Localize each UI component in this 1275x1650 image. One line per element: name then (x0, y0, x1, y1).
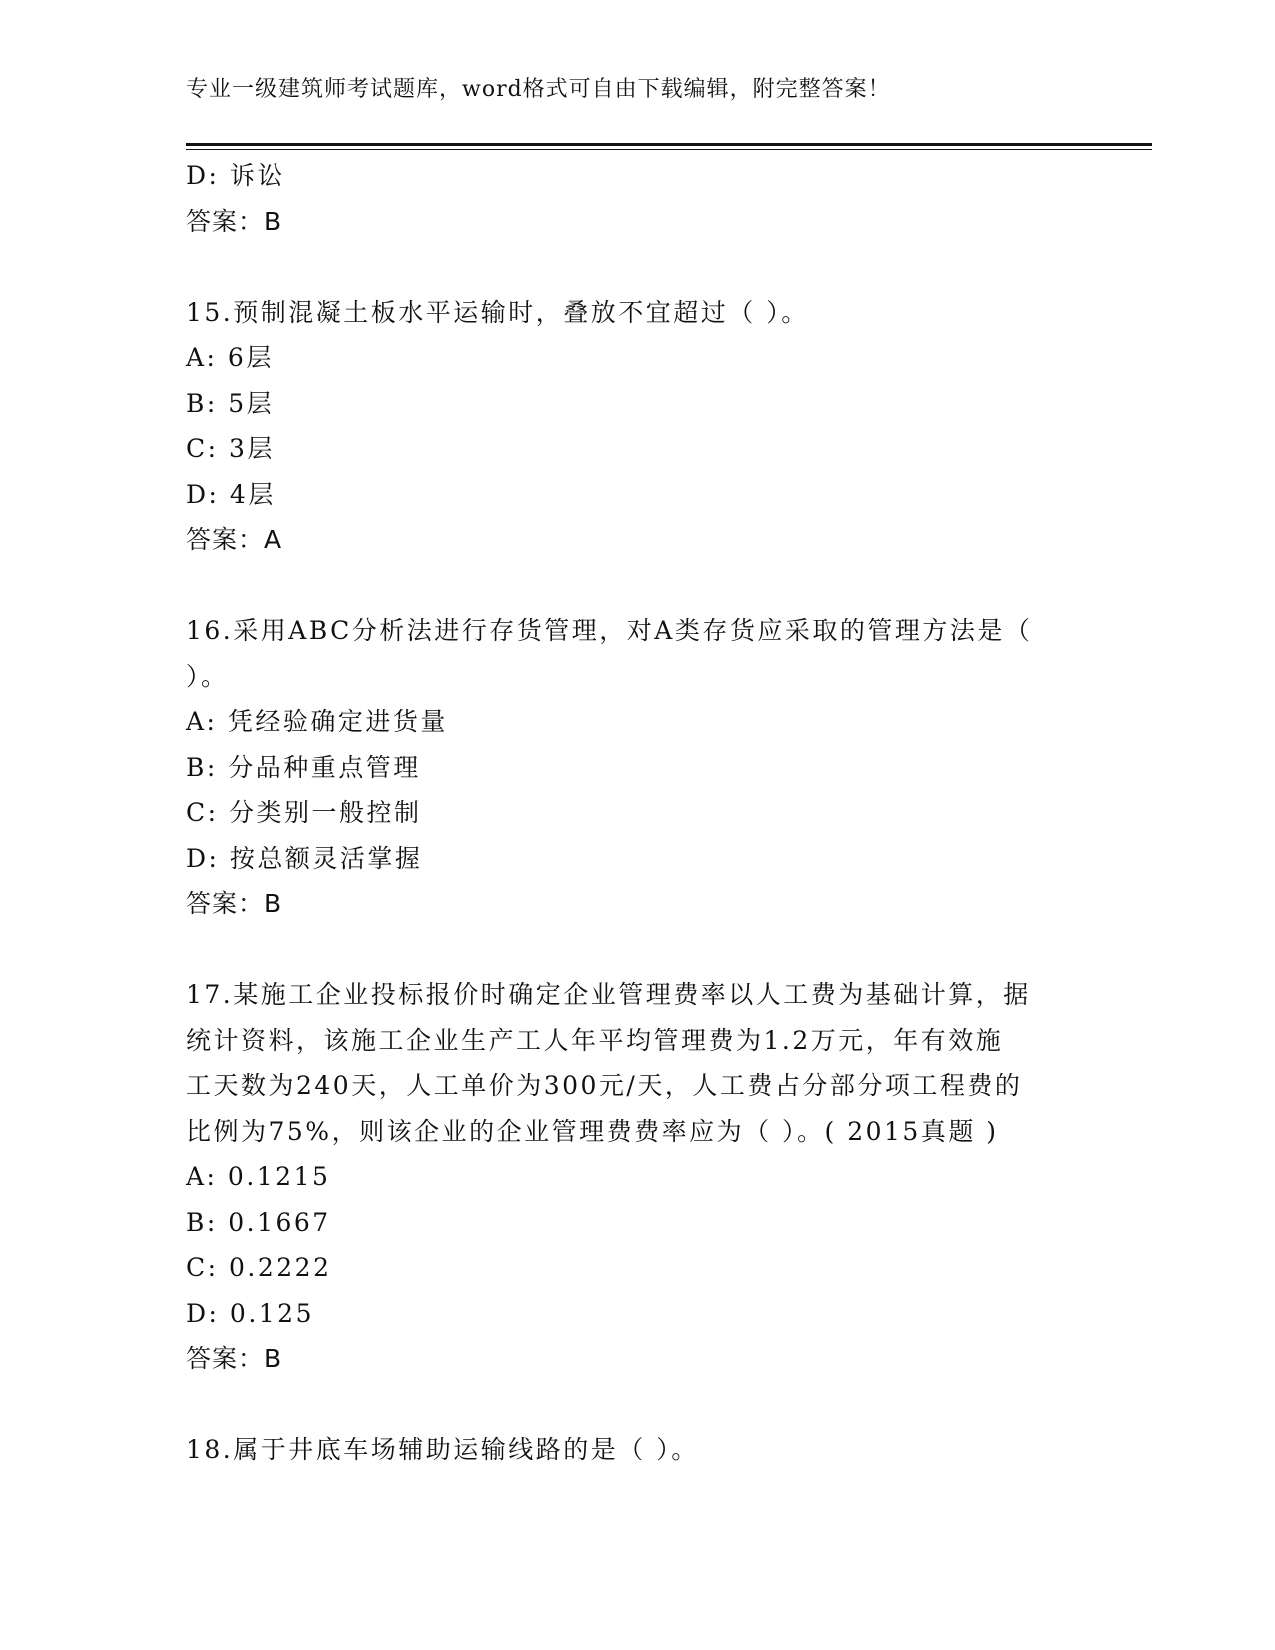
page-header: 专业一级建筑师考试题库，word格式可自由下载编辑，附完整答案！ (186, 77, 891, 102)
q16-stem-line-2: ）。 (186, 661, 229, 691)
q15-answer: 答案：A (186, 525, 283, 554)
q16-option-d: D: 按总额灵活掌握 (186, 843, 423, 873)
q16-option-c: C: 分类别一般控制 (186, 798, 422, 827)
q16-option-a: A: 凭经验确定进货量 (186, 707, 448, 736)
q16-option-b: B: 分品种重点管理 (186, 752, 421, 782)
q17-option-b: B: 0.1667 (186, 1207, 331, 1237)
q17-option-c: C: 0.2222 (186, 1253, 332, 1282)
prev-option-d: D: 诉讼 (186, 161, 285, 190)
spacer (186, 244, 1086, 290)
q16-stem-line-1: 16.采用ABC分析法进行存货管理，对A类存货应采取的管理方法是（ (186, 616, 1033, 645)
header-rule-thin (186, 149, 1152, 150)
q16-answer: 答案：B (186, 889, 283, 918)
q17-option-d: D: 0.125 (186, 1298, 314, 1328)
q17-answer: 答案：B (186, 1344, 283, 1373)
q17-stem-line-2: 统计资料，该施工企业生产工人年平均管理费为1.2万元，年有效施 (186, 1025, 1004, 1055)
q17-stem-line-4: 比例为75%，则该企业的企业管理费费率应为（ ）。( 2015真题 ) (186, 1116, 999, 1146)
q15-option-a: A: 6层 (186, 343, 274, 372)
q17-option-a: A: 0.1215 (186, 1162, 331, 1191)
q15-option-c: C: 3层 (186, 434, 275, 463)
q17-stem-line-1: 17.某施工企业投标报价时确定企业管理费率以人工费为基础计算，据 (186, 980, 1031, 1009)
q15-option-b: B: 5层 (186, 388, 275, 418)
header-rule-thick (186, 143, 1152, 146)
q17-stem-line-3: 工天数为240天，人工单价为300元/天，人工费占分部分项工程费的 (186, 1071, 1023, 1100)
spacer (186, 927, 1086, 973)
prev-answer: 答案：B (186, 206, 283, 236)
question-content (186, 153, 1086, 1473)
q15-option-d: D: 4层 (186, 479, 276, 509)
q18-stem: 18.属于井底车场辅助运输线路的是（ ）。 (186, 1435, 699, 1464)
spacer (186, 563, 1086, 609)
spacer (186, 1382, 1086, 1428)
q15-stem: 15.预制混凝土板水平运输时，叠放不宜超过（ ）。 (186, 297, 809, 327)
